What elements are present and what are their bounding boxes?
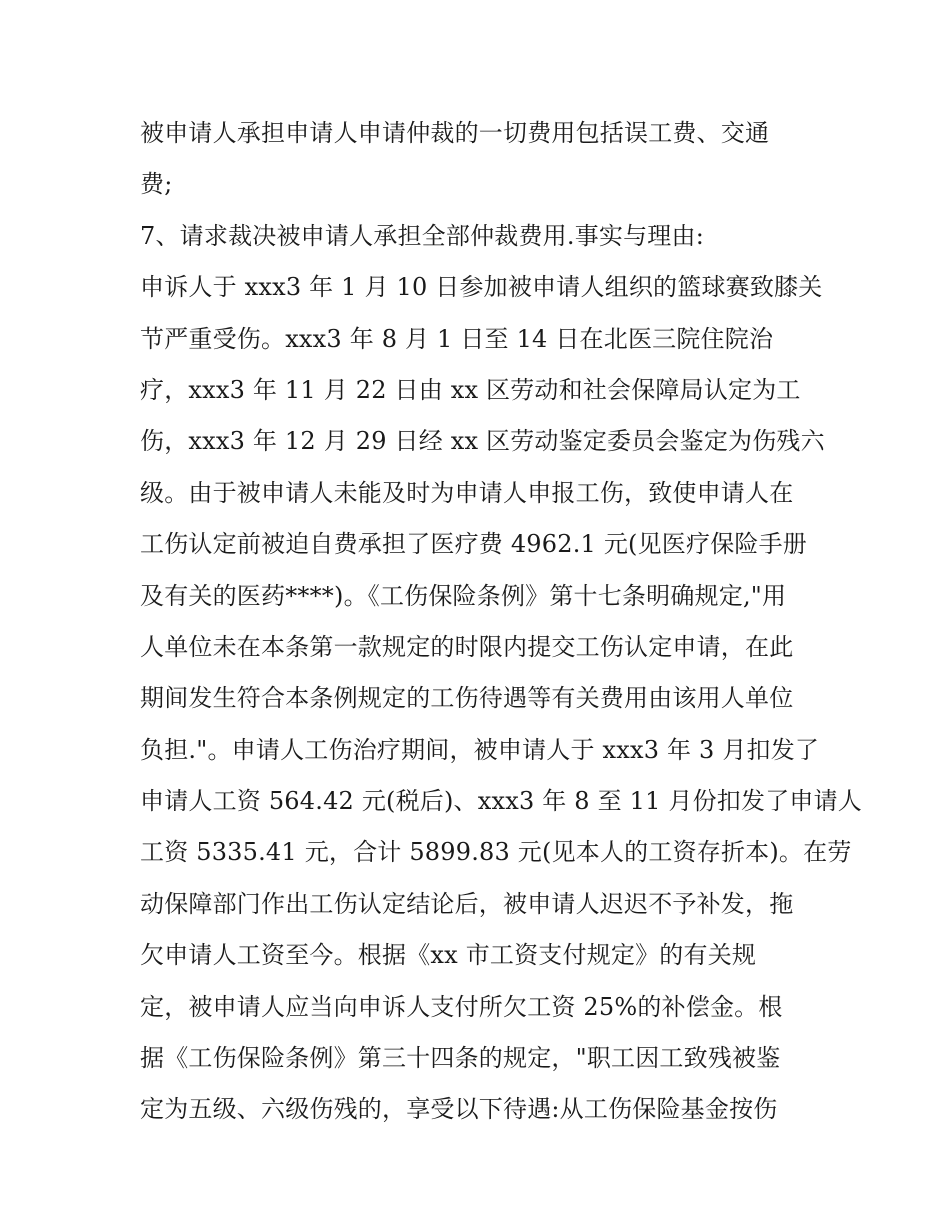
text-line-7: 伤，xxx3 年 12 月 29 日经 xx 区劳动鉴定委员会鉴定为伤残六 <box>140 427 825 456</box>
text-line-19: 据《工伤保险条例》第三十四条的规定，"职工因工致残被鉴 <box>140 1044 781 1073</box>
text-line-16: 动保障部门作出工伤认定结论后，被申请人迟迟不予补发，拖 <box>140 889 794 918</box>
text-line-11: 人单位未在本条第一款规定的时限内提交工伤认定申请，在此 <box>140 632 794 661</box>
text-line-13: 负担."。申请人工伤治疗期间，被申请人于 xxx3 年 3 月扣发了 <box>140 735 820 764</box>
text-line-12: 期间发生符合本条例规定的工伤待遇等有关费用由该用人单位 <box>140 684 794 713</box>
text-line-14: 申请人工资 564.42 元(税后)、xxx3 年 8 至 11 月份扣发了申请人 <box>140 787 862 816</box>
text-line-18: 定，被申请人应当向申诉人支付所欠工资 25%的补偿金。根 <box>140 992 783 1021</box>
text-line-2: 费; <box>140 170 173 199</box>
text-line-15: 工资 5335.41 元，合计 5899.83 元(见本人的工资存折本)。在劳 <box>140 838 852 867</box>
text-line-9: 工伤认定前被迫自费承担了医疗费 4962.1 元(见医疗保险手册 <box>140 530 807 559</box>
text-line-5: 节严重受伤。xxx3 年 8 月 1 日至 14 日在北医三院住院治 <box>140 324 774 353</box>
text-line-8: 级。由于被申请人未能及时为申请人申报工伤，致使申请人在 <box>140 478 794 507</box>
text-line-17: 欠申请人工资至今。根据《xx 市工资支付规定》的有关规 <box>140 941 757 970</box>
text-line-4: 申诉人于 xxx3 年 1 月 10 日参加被申请人组织的篮球赛致膝关 <box>140 273 823 302</box>
document-body <box>140 108 862 1136</box>
text-line-1: 被申请人承担申请人申请仲裁的一切费用包括误工费、交通 <box>140 119 770 147</box>
text-line-3: 7、请求裁决被申请人承担全部仲裁费用.事实与理由: <box>140 221 704 250</box>
text-line-6: 疗，xxx3 年 11 月 22 日由 xx 区劳动和社会保障局认定为工 <box>140 375 801 404</box>
text-line-20: 定为五级、六级伤残的，享受以下待遇:从工伤保险基金按伤 <box>140 1095 778 1124</box>
text-line-10: 及有关的医药****)。《工伤保险条例》第十七条明确规定,"用 <box>140 581 787 610</box>
